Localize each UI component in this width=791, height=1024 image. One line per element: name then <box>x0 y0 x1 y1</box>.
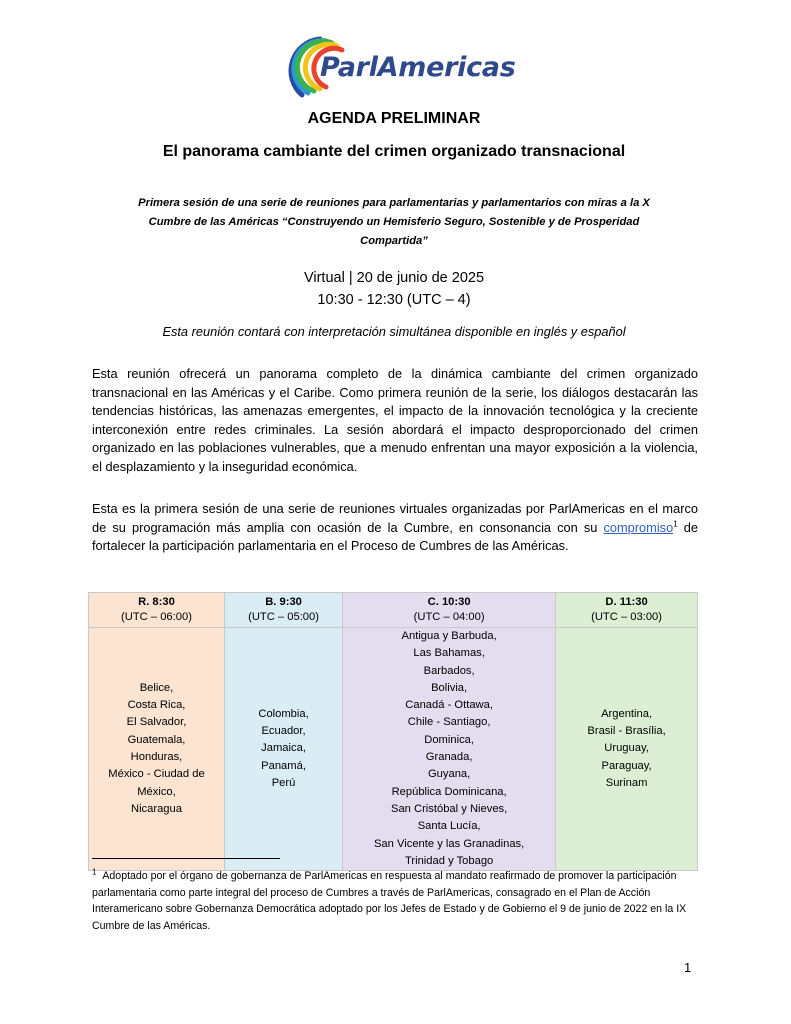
timezone-header-b <box>224 593 342 628</box>
country-item: Costa Rica, <box>127 699 186 712</box>
country-item: Belice, <box>139 681 174 694</box>
timezone-label: D. 11:30 <box>605 596 648 608</box>
country-item: San Cristóbal y Nieves, <box>390 802 508 815</box>
timezone-countries-row <box>89 628 698 871</box>
timezone-utc: (UTC – 03:00) <box>591 611 663 623</box>
timezone-utc: (UTC – 05:00) <box>248 611 319 623</box>
interpretation-note: Esta reunión contará con interpretación simultánea disponible en inglés y español <box>162 324 626 339</box>
country-item: Ecuador, <box>261 725 306 738</box>
timezone-label: B. 9:30 <box>265 596 302 608</box>
timezone-header-c <box>343 593 556 628</box>
country-item: Las Bahamas, <box>413 647 485 660</box>
country-item: Dominica, <box>424 733 474 746</box>
countries-b <box>224 628 342 871</box>
footnote-text: Adoptado por el órgano de gobernanza de ParlAmericas en respuesta al mandato reafirmado de promover la participación parlamentaria como parte integral del proceso de Cumbres a través de ParlAmericas, consagrado en el Plan de Acción Interamericano sobre Gobernanza Democrática adoptado por los Jefes de Estado y de Gobierno el 9 de junio de 2022 en la IX Cumbre de las Américas. <box>92 870 687 932</box>
country-item: Brasil - Brasília, <box>587 725 666 738</box>
country-item: México - Ciudad de <box>108 768 205 781</box>
event-datetime <box>90 267 698 311</box>
country-item: Chile - Santiago, <box>407 716 491 729</box>
page-title: El panorama cambiante del crimen organizado transnacional <box>162 143 626 160</box>
countries-d <box>556 628 698 871</box>
country-item: Argentina, <box>601 707 653 720</box>
country-item: Honduras, <box>130 751 183 764</box>
agenda-label: AGENDA PRELIMINAR <box>307 110 481 127</box>
country-item: Bolivia, <box>431 681 468 694</box>
footnote-ref[interactable]: 1 <box>673 519 678 529</box>
countries-c <box>343 628 556 871</box>
timezone-header-row <box>89 593 698 628</box>
page-number: 1 <box>684 960 692 975</box>
intro-paragraph: Esta reunión ofrecerá un panorama completo de la dinámica cambiante del crimen organizado transnacional en las Américas y el Caribe. Como primera reunión de la serie, los diálogos destacarán las tendencias históricas, las amenazas emergentes, el impacto de la innovación tecnológica y la creciente interconexión entre redes criminales. La sesión abordará el impacto desproporcionado del crimen organizado en las poblaciones vulnerables, que a menudo enfrentan una mayor exposición a la violencia, el desplazamiento y la inseguridad económica. <box>92 366 698 474</box>
country-item: Perú <box>271 777 296 790</box>
event-date: Virtual | 20 de junio de 2025 <box>303 270 485 286</box>
country-item: República Dominicana, <box>391 785 507 798</box>
footnote-divider <box>92 858 280 859</box>
series-paragraph-text-end: de fortalecer la participación parlamentaria en el Proceso de Cumbres de las Américas. <box>92 519 698 553</box>
country-item: Santa Lucía, <box>417 820 481 833</box>
subtitle-line: Primera sesión de una serie de reuniones para parlamentarias y parlamentarios con miras a la X <box>138 197 650 209</box>
compromiso-link[interactable]: compromiso <box>603 519 674 535</box>
countries-r <box>89 628 225 871</box>
country-item: Guatemala, <box>127 733 186 746</box>
timezone-label: C. 10:30 <box>427 596 471 608</box>
subtitle-line: Compartida” <box>360 235 428 247</box>
country-item: Jamaica, <box>261 742 306 755</box>
series-paragraph-text: Esta es la primera sesión de una serie de reuniones virtuales organizadas por ParlAmericas en el marco de su programación más amplia con ocasión de la Cumbre, en consonancia con su <box>92 501 698 535</box>
country-item: Barbados, <box>423 664 475 677</box>
country-item: México, <box>137 785 176 798</box>
country-item: Panamá, <box>261 759 306 772</box>
country-item: San Vicente y las Granadinas, <box>373 837 525 850</box>
country-item: Antigua y Barbuda, <box>401 630 497 642</box>
country-item: Paraguay, <box>601 759 652 772</box>
timezone-header-d <box>556 593 698 628</box>
timezone-table <box>88 592 698 871</box>
country-item: El Salvador, <box>126 716 187 729</box>
subtitle <box>90 194 698 251</box>
country-item: Trinidad y Tobago <box>404 854 494 867</box>
series-paragraph <box>92 500 698 556</box>
event-time: 10:30 - 12:30 (UTC – 4) <box>317 292 471 308</box>
timezone-utc: (UTC – 04:00) <box>413 611 485 623</box>
timezone-label: R. 8:30 <box>138 596 175 608</box>
country-item: Canadá - Ottawa, <box>405 699 493 712</box>
country-item: Surinam <box>605 777 648 790</box>
country-item: Granada, <box>425 751 473 764</box>
country-item: Guyana, <box>427 768 471 781</box>
footnote <box>92 868 700 934</box>
logo-text: ParlAmericas <box>320 52 516 83</box>
timezone-header-r <box>89 593 225 628</box>
country-item: Uruguay, <box>604 742 649 755</box>
country-item: Nicaragua <box>130 802 182 815</box>
footnote-number: 1 <box>92 867 97 877</box>
subtitle-line: Cumbre de las Américas “Construyendo un Hemisferio Seguro, Sostenible y de Prosperidad <box>148 216 640 228</box>
timezone-utc: (UTC – 06:00) <box>121 611 192 623</box>
country-item: Colombia, <box>258 707 309 720</box>
